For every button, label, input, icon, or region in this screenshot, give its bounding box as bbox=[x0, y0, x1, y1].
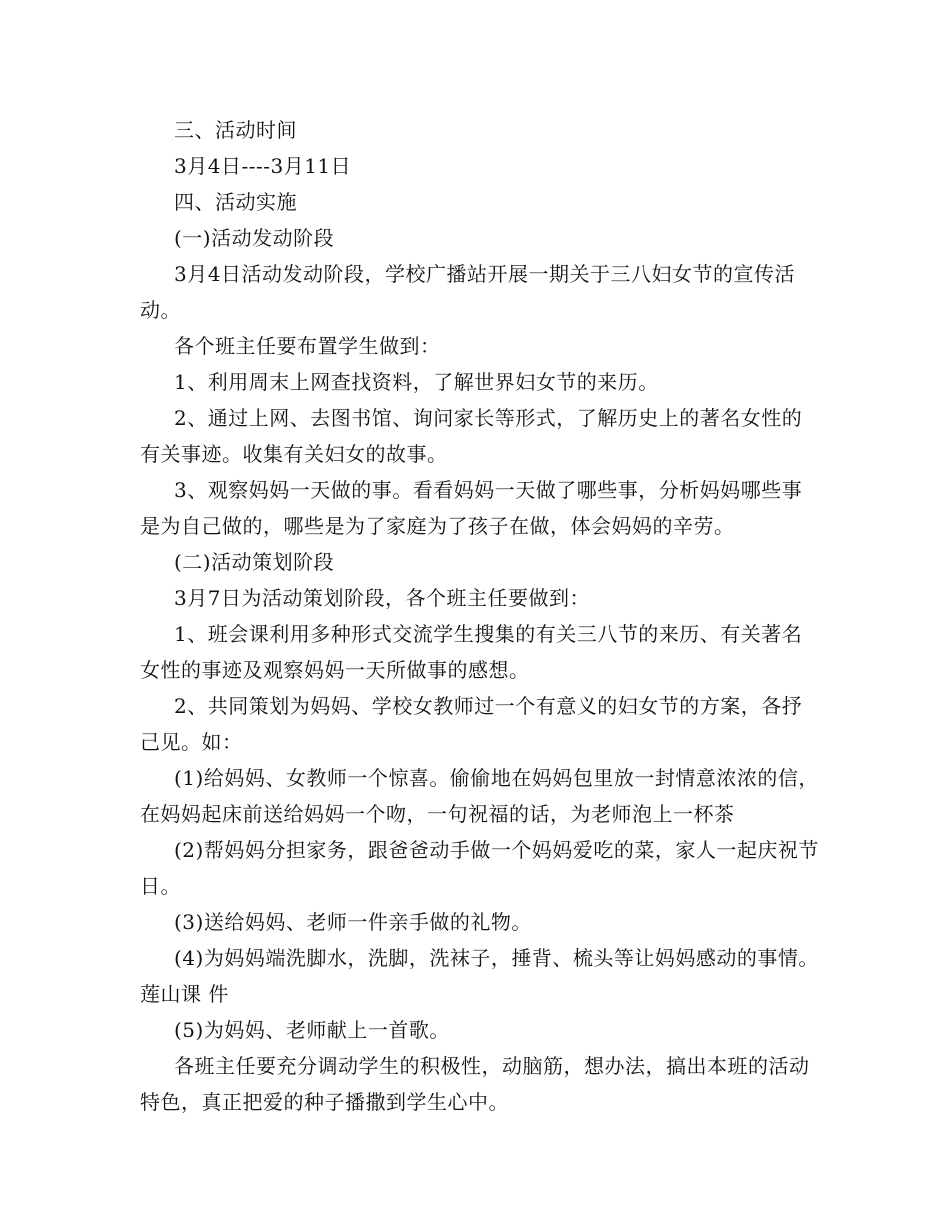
list-item-research: 1、利用周末上网查找资料，了解世界妇女节的来历。 bbox=[174, 370, 659, 394]
list-item-observe-mother: 3、观察妈妈一天做的事。看看妈妈一天做了哪些事，分析妈妈哪些事是为自己做的，哪些是为了家庭为了孩子在做，体会妈妈的辛劳。 bbox=[140, 478, 803, 538]
list-item-famous-women: 2、通过上网、去图书馆、询问家长等形式，了解历史上的著名女性的有关事迹。收集有关妇女的故事。 bbox=[140, 406, 803, 466]
list-item-foot-wash: (4)为妈妈端洗脚水，洗脚，洗袜子，捶背、梳头等让妈妈感动的事情。莲山课 件 bbox=[140, 946, 819, 1006]
list-item-surprise: (1)给妈妈、女教师一个惊喜。偷偷地在妈妈包里放一封情意浓浓的信，在妈妈起床前送给妈妈一个吻，一句祝福的话，为老师泡上一杯茶 bbox=[140, 766, 819, 826]
list-item-class-meeting: 1、班会课利用多种形式交流学生搜集的有关三八节的来历、有关著名女性的事迹及观察妈妈一天所做事的感想。 bbox=[140, 622, 803, 682]
paragraph-teacher-tasks: 各个班主任要布置学生做到： bbox=[174, 334, 441, 358]
paragraph-launch-stage: 3月4日活动发动阶段，学校广播站开展一期关于三八妇女节的宣传活动。 bbox=[140, 262, 795, 322]
paragraph-closing: 各班主任要充分调动学生的积极性，动脑筋，想办法，搞出本班的活动特色，真正把爱的种子播撒到学生心中。 bbox=[140, 1054, 810, 1114]
list-item-gift: (3)送给妈妈、老师一件亲手做的礼物。 bbox=[174, 910, 532, 934]
subheading-planning-stage: (二)活动策划阶段 bbox=[174, 550, 335, 574]
section-heading-time: 三、活动时间 bbox=[174, 118, 297, 142]
list-item-plan-together: 2、共同策划为妈妈、学校女教师过一个有意义的妇女节的方案，各抒己见。如： bbox=[140, 694, 803, 754]
section-heading-implementation: 四、活动实施 bbox=[174, 190, 297, 214]
document-body bbox=[140, 112, 820, 1120]
list-item-housework: (2)帮妈妈分担家务，跟爸爸动手做一个妈妈爱吃的菜，家人一起庆祝节日。 bbox=[140, 838, 819, 898]
paragraph-planning-stage: 3月7日为活动策划阶段，各个班主任要做到： bbox=[174, 586, 590, 610]
list-item-song: (5)为妈妈、老师献上一首歌。 bbox=[174, 1018, 450, 1042]
date-range: 3月4日----3月11日 bbox=[174, 154, 352, 178]
subheading-launch-stage: (一)活动发动阶段 bbox=[174, 226, 335, 250]
